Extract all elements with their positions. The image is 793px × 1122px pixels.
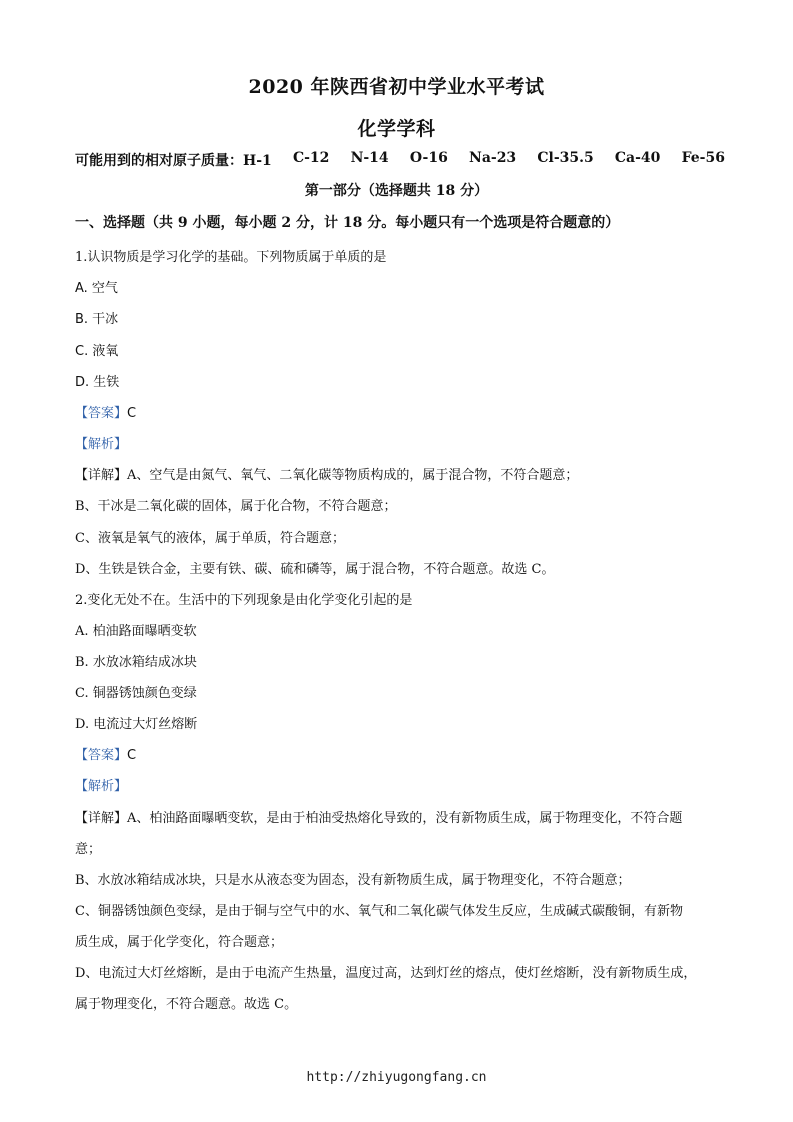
answer-tag: 【答案】 <box>75 406 128 421</box>
atomic-masses-label: 可能用到的相对原子质量：H-1 <box>75 153 272 169</box>
atomic-mass: N-14 <box>350 150 389 166</box>
detail-line: 意； <box>75 842 102 857</box>
part-title: 第一部分（选择题共 18 分） <box>304 183 489 199</box>
answer-line <box>75 402 725 421</box>
answer-value: C <box>127 406 137 421</box>
answer-value: C <box>127 748 137 763</box>
detail-line: D、生铁是铁合金，主要有铁、碳、硫和磷等，属于混合物，不符合题意。故选 C。 <box>75 562 555 577</box>
answer-tag: 【答案】 <box>75 748 128 763</box>
atomic-mass: Cl-35.5 <box>537 150 594 166</box>
footer-url[interactable]: http://zhiyugongfang.cn <box>306 1070 487 1085</box>
detail-line: 质生成，属于化学变化，符合题意； <box>75 935 284 950</box>
detail-line: 属于物理变化，不符合题意。故选 C。 <box>75 997 298 1012</box>
analysis-tag: 【解析】 <box>75 437 128 452</box>
answer-line <box>75 744 725 763</box>
detail-line: C、铜器锈蚀颜色变绿，是由于铜与空气中的水、氧气和二氧化碳气体发生反应，生成碱式碳酸铜，有新物 <box>75 904 683 919</box>
detail-line: 【详解】A、空气是由氮气、氧气、二氧化碳等物质构成的，属于混合物，不符合题意； <box>75 468 579 483</box>
option-b: B. 水放冰箱结成冰块 <box>75 655 197 670</box>
detail-line: 【详解】A、柏油路面曝晒变软，是由于柏油受热熔化导致的，没有新物质生成，属于物理变化，不符合题 <box>75 811 683 826</box>
detail-line: C、液氧是氧气的液体，属于单质，符合题意； <box>75 531 345 546</box>
atomic-mass: Na-23 <box>469 150 517 166</box>
analysis-tag: 【解析】 <box>75 779 128 794</box>
atomic-mass: Fe-56 <box>681 150 725 166</box>
atomic-mass: Ca-40 <box>614 150 661 166</box>
question-stem: 2.变化无处不在。生活中的下列现象是由化学变化引起的是 <box>75 593 413 608</box>
option-c: C. 铜器锈蚀颜色变绿 <box>75 686 197 701</box>
section-title: 一、选择题（共 9 小题，每小题 2 分，计 18 分。每小题只有一个选项是符合题意的） <box>75 215 620 231</box>
atomic-mass: C-12 <box>292 150 330 166</box>
option-a: A. 柏油路面曝晒变软 <box>75 624 197 639</box>
option-a: A. 空气 <box>75 281 118 296</box>
option-c: C. 液氧 <box>75 344 119 359</box>
option-b: B. 干冰 <box>75 312 119 327</box>
detail-line: D、电流过大灯丝熔断，是由于电流产生热量，温度过高，达到灯丝的熔点，使灯丝熔断，没有新物质生成， <box>75 966 697 981</box>
option-d: D. 生铁 <box>75 375 120 390</box>
exam-title: 2020 年陕西省初中学业水平考试 <box>248 76 545 98</box>
question-stem: 1.认识物质是学习化学的基础。下列物质属于单质的是 <box>75 250 387 265</box>
option-d: D. 电流过大灯丝熔断 <box>75 717 198 732</box>
atomic-masses-line <box>75 150 725 170</box>
detail-line: B、水放冰箱结成冰块，只是水从液态变为固态，没有新物质生成，属于物理变化，不符合题意； <box>75 873 631 888</box>
atomic-mass: O-16 <box>409 150 448 166</box>
exam-subtitle: 化学学科 <box>357 118 436 140</box>
detail-line: B、干冰是二氧化碳的固体，属于化合物，不符合题意； <box>75 499 397 514</box>
